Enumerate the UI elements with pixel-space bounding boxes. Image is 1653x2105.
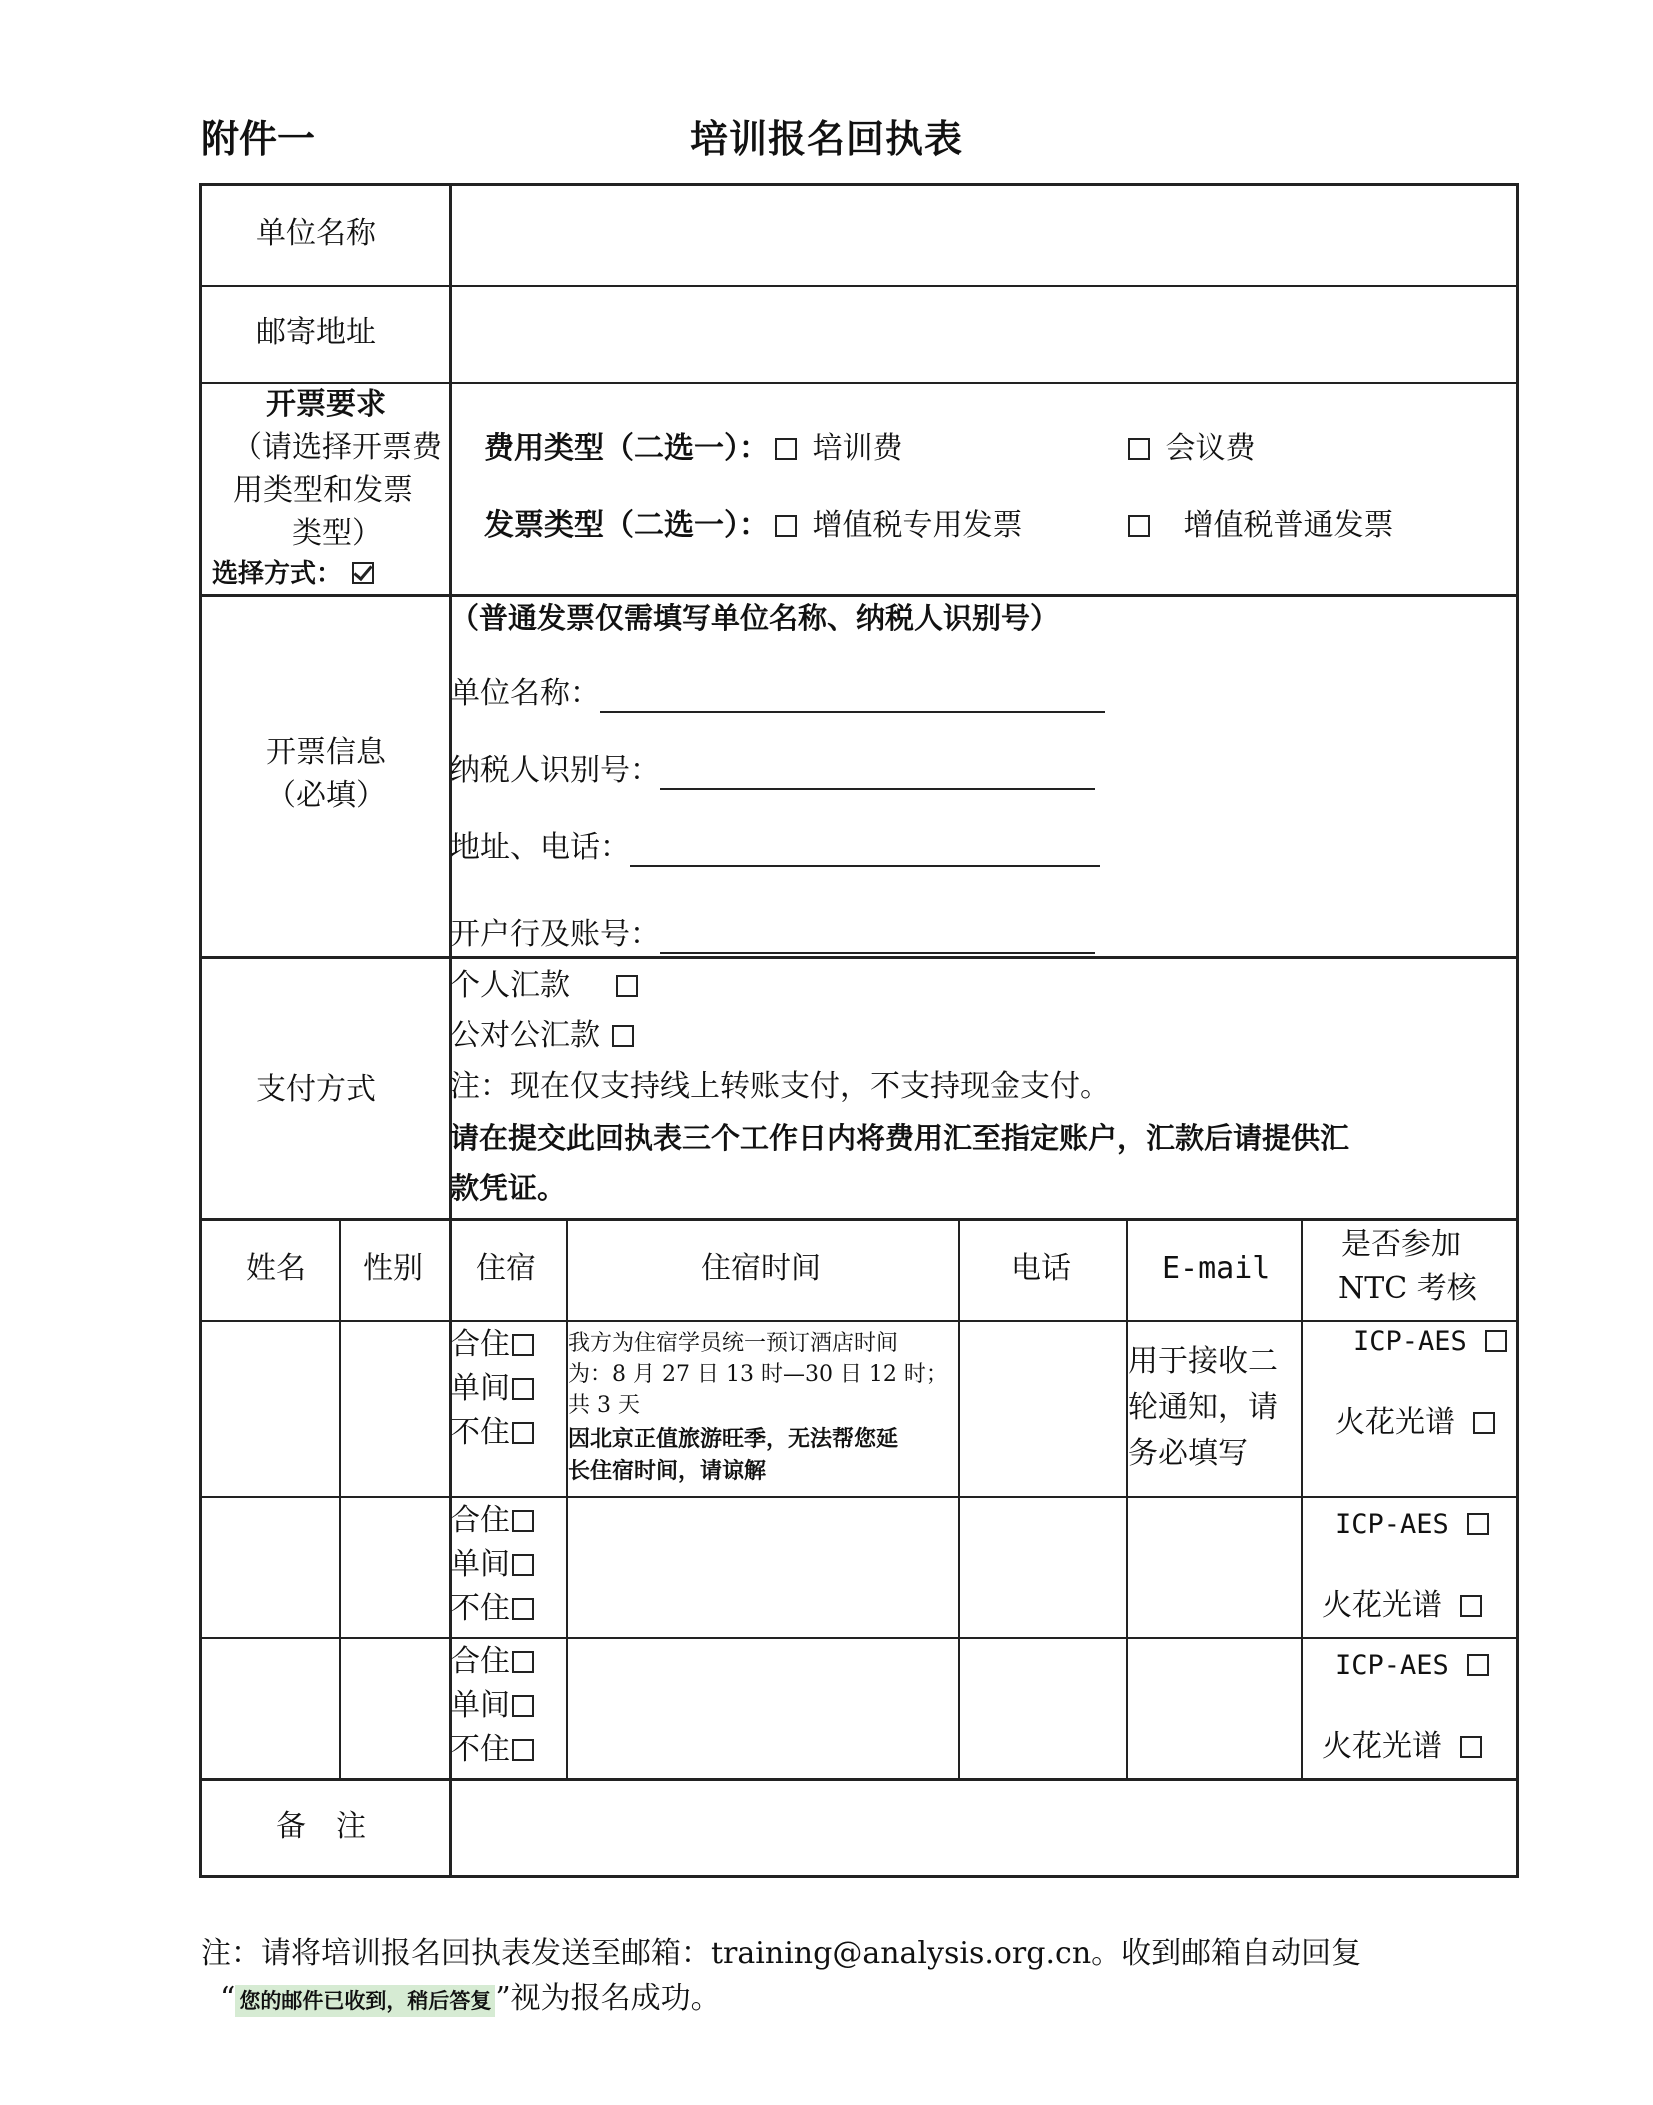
invoice-unit-input[interactable]	[600, 685, 1105, 713]
email-note-line1: 用于接收二	[1128, 1344, 1278, 1379]
fee-type-label: 费用类型（二选一）：	[484, 431, 769, 466]
invoice-req-title: 开票要求	[266, 387, 386, 422]
invoice-req-line3: 类型）	[292, 516, 382, 551]
normal-invoice-option	[1122, 507, 1394, 545]
bank-account-input[interactable]	[660, 926, 1095, 954]
quote-open: “	[220, 1981, 236, 2016]
taxpayer-id-field	[450, 752, 1095, 790]
normal-invoice-checkbox[interactable]	[1128, 515, 1150, 537]
fee-training-checkbox[interactable]	[775, 438, 797, 460]
ntc-spark-label: 火花光谱	[1335, 1405, 1455, 1440]
ntc-spark-checkbox[interactable]	[1460, 1595, 1482, 1617]
invoice-info-note: （普通发票仅需填写单位名称、纳税人识别号）	[450, 601, 1060, 635]
invoice-unit-label: 单位名称：	[450, 676, 600, 711]
lodging-note-line2: 为：8 月 27 日 13 时—30 日 12 时；	[568, 1362, 948, 1387]
lodging-shared-checkbox[interactable]	[512, 1334, 534, 1356]
payment-deadline-1: 请在提交此回执表三个工作日内将费用汇至指定账户，汇款后请提供汇	[450, 1121, 1350, 1155]
fee-meeting-label: 会议费	[1165, 431, 1256, 466]
lodging-note-line3: 共 3 天	[568, 1393, 640, 1418]
auto-reply-highlight: 您的邮件已收到，稍后答复	[235, 1985, 495, 2017]
mail-address-label: 邮寄地址	[256, 315, 376, 350]
lodging-shared-option	[450, 1326, 536, 1364]
lodging-none-label: 不住	[450, 1415, 510, 1450]
special-invoice-checkbox[interactable]	[775, 515, 797, 537]
ntc-icp-label: ICP-AES	[1335, 1509, 1449, 1540]
remarks-field[interactable]	[455, 1785, 1510, 1870]
lodging-single-label: 单间	[450, 1371, 510, 1406]
invoice-type-label: 发票类型（二选一）：	[484, 508, 769, 543]
lodging-shared-option	[450, 1502, 536, 1540]
attachment-label: 附件一	[201, 117, 316, 161]
bank-account-field	[450, 916, 1095, 954]
ntc-icp-checkbox[interactable]	[1467, 1513, 1489, 1535]
ntc-icp-option	[1335, 1505, 1495, 1543]
lodging-note-line1: 我方为住宿学员统一预订酒店时间	[568, 1331, 899, 1356]
col-ntc-line1: 是否参加	[1341, 1227, 1461, 1262]
lodging-none-checkbox[interactable]	[512, 1422, 534, 1444]
lodging-single-checkbox[interactable]	[512, 1378, 534, 1400]
mail-address-field[interactable]	[455, 290, 1510, 378]
ntc-icp-label: ICP-AES	[1335, 1650, 1449, 1681]
ntc-spark-checkbox[interactable]	[1473, 1412, 1495, 1434]
special-invoice-label: 增值税专用发票	[812, 508, 1023, 543]
email-note-line2: 轮通知，请	[1128, 1390, 1278, 1425]
lodging-single-label: 单间	[450, 1547, 510, 1582]
invoice-info-required: （必填）	[266, 778, 386, 813]
fee-type-row	[484, 430, 903, 468]
lodging-shared-option	[450, 1643, 536, 1681]
ntc-spark-option	[1322, 1587, 1488, 1625]
footer-note-line2	[220, 1973, 721, 2017]
checked-box-icon	[352, 562, 374, 584]
invoice-req-line1: （请选择开票费	[232, 430, 442, 465]
address-phone-field	[450, 829, 1100, 867]
fee-meeting-checkbox[interactable]	[1128, 438, 1150, 460]
taxpayer-id-input[interactable]	[660, 762, 1095, 790]
lodging-note-bold2: 长住宿时间，请谅解	[568, 1459, 767, 1484]
lodging-none-option	[450, 1731, 536, 1769]
col-ntc-line2: NTC 考核	[1338, 1271, 1477, 1306]
ntc-spark-option	[1322, 1728, 1488, 1766]
invoice-req-line2: 用类型和发票	[233, 473, 413, 508]
invoice-type-row	[484, 507, 1023, 545]
lodging-shared-label: 合住	[450, 1327, 510, 1362]
ntc-icp-label: ICP-AES	[1353, 1326, 1467, 1357]
select-method-label: 选择方式：	[212, 559, 343, 589]
taxpayer-id-label: 纳税人识别号：	[450, 753, 660, 788]
corporate-transfer-label: 公对公汇款	[450, 1018, 600, 1053]
personal-transfer-checkbox[interactable]	[616, 975, 638, 997]
personal-transfer-label: 个人汇款	[450, 968, 570, 1003]
address-phone-label: 地址、电话：	[450, 830, 630, 865]
lodging-none-label: 不住	[450, 1732, 510, 1767]
page-title: 培训报名回执表	[690, 117, 964, 161]
lodging-none-option	[450, 1414, 536, 1452]
ntc-icp-checkbox[interactable]	[1485, 1330, 1507, 1352]
lodging-none-checkbox[interactable]	[512, 1598, 534, 1620]
col-email: E-mail	[1162, 1251, 1271, 1286]
ntc-spark-checkbox[interactable]	[1460, 1736, 1482, 1758]
fee-meeting-option	[1122, 430, 1256, 468]
unit-name-label: 单位名称	[256, 216, 376, 251]
ntc-icp-option	[1335, 1646, 1495, 1684]
select-method	[212, 558, 374, 591]
lodging-single-checkbox[interactable]	[512, 1554, 534, 1576]
col-phone: 电话	[1011, 1251, 1071, 1286]
lodging-shared-checkbox[interactable]	[512, 1510, 534, 1532]
payment-deadline-2: 款凭证。	[450, 1171, 567, 1205]
normal-invoice-label: 增值税普通发票	[1183, 508, 1394, 543]
lodging-single-option	[450, 1687, 536, 1725]
email-note-line3: 务必填写	[1128, 1436, 1248, 1471]
ntc-spark-label: 火花光谱	[1322, 1729, 1442, 1764]
lodging-none-label: 不住	[450, 1591, 510, 1626]
ntc-icp-checkbox[interactable]	[1467, 1654, 1489, 1676]
col-name: 姓名	[246, 1251, 306, 1286]
col-lodging: 住宿	[476, 1251, 536, 1286]
invoice-unit-field	[450, 675, 1105, 713]
unit-name-field[interactable]	[455, 190, 1510, 280]
lodging-none-checkbox[interactable]	[512, 1739, 534, 1761]
ntc-spark-option	[1335, 1404, 1501, 1442]
footer-success-text: ”视为报名成功。	[495, 1981, 721, 2016]
ntc-icp-option	[1353, 1322, 1513, 1360]
payment-note: 注：现在仅支持线上转账支付，不支持现金支付。	[450, 1069, 1110, 1104]
col-gender: 性别	[363, 1251, 423, 1286]
lodging-single-checkbox[interactable]	[512, 1695, 534, 1717]
lodging-shared-checkbox[interactable]	[512, 1651, 534, 1673]
remarks-label: 备 注	[276, 1809, 366, 1844]
footer-note: 注：请将培训报名回执表发送至邮箱：training@analysis.org.cn。收到邮箱自动回复	[201, 1936, 1362, 1971]
bank-account-label: 开户行及账号：	[450, 917, 660, 952]
lodging-single-label: 单间	[450, 1688, 510, 1723]
address-phone-input[interactable]	[630, 839, 1100, 867]
ntc-spark-label: 火花光谱	[1322, 1588, 1442, 1623]
payment-label: 支付方式	[256, 1072, 376, 1107]
lodging-note-bold1: 因北京正值旅游旺季，无法帮您延	[568, 1427, 899, 1452]
lodging-shared-label: 合住	[450, 1503, 510, 1538]
col-lodging-time: 住宿时间	[701, 1251, 821, 1286]
personal-transfer-option	[450, 967, 644, 1005]
lodging-single-option	[450, 1370, 536, 1408]
invoice-info-label: 开票信息	[266, 735, 386, 770]
lodging-shared-label: 合住	[450, 1644, 510, 1679]
corporate-transfer-option	[450, 1017, 640, 1055]
fee-training-label: 培训费	[812, 431, 903, 466]
lodging-none-option	[450, 1590, 536, 1628]
lodging-single-option	[450, 1546, 536, 1584]
corporate-transfer-checkbox[interactable]	[612, 1025, 634, 1047]
